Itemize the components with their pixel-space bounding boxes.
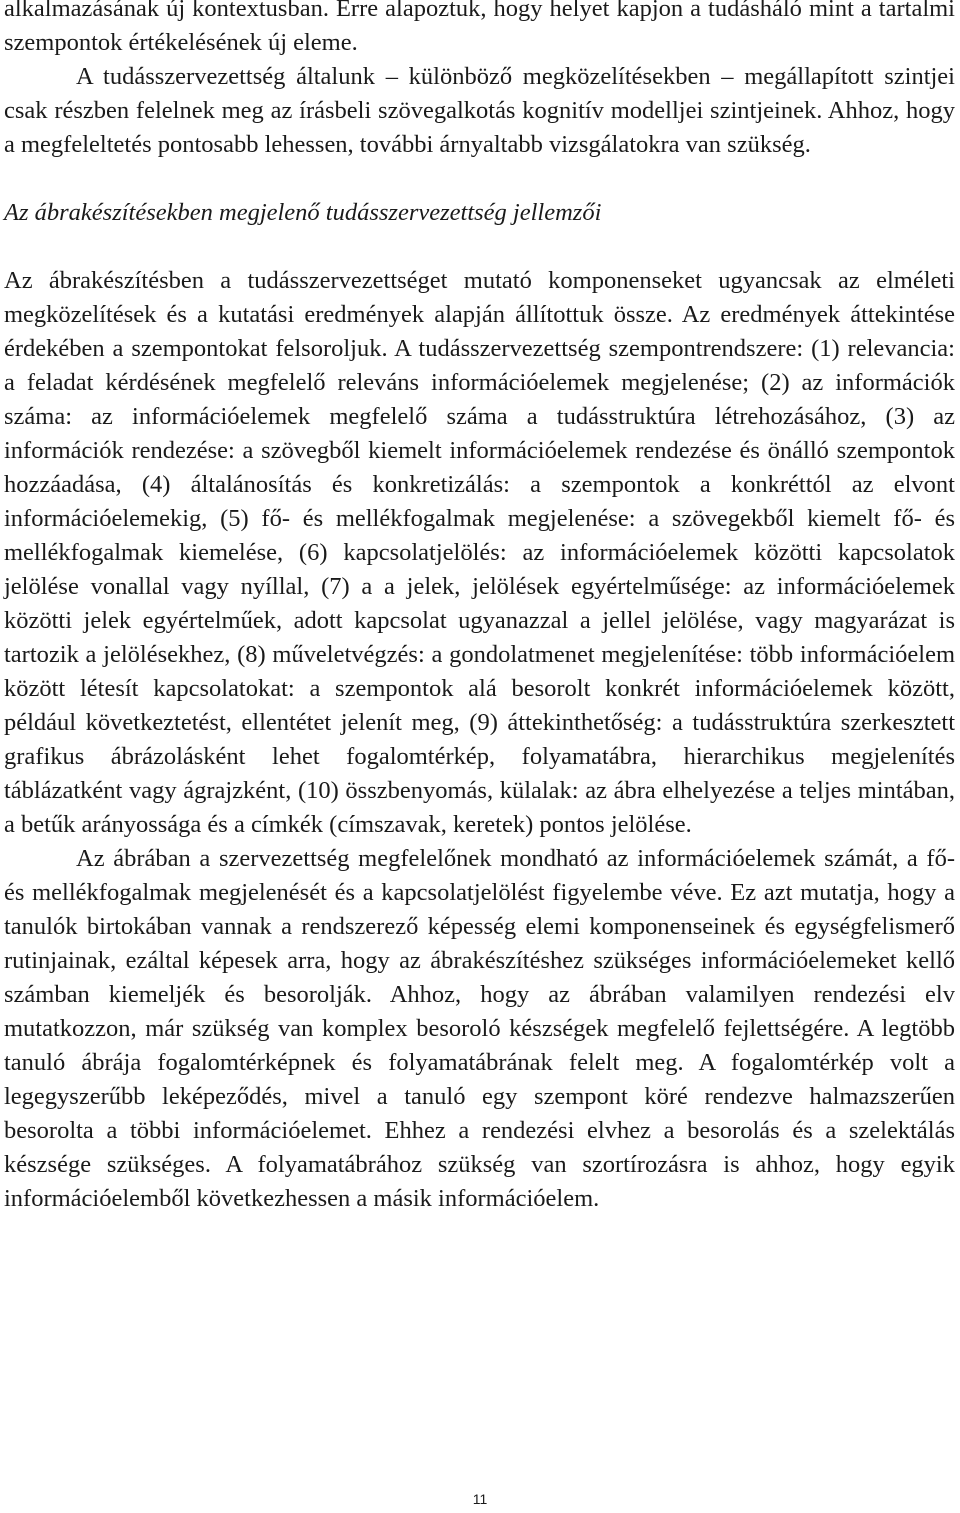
section-heading: Az ábrakészítésekben megjelenő tudásszervezettség jellemzői (4, 199, 602, 226)
paragraph-results-discussion: Az ábrában a szervezettség megfelelőnek mondható az információelemek számát, a fő- és mellékfogalmak megjelenését és a kapcsolatjelölést figyelembe véve. Ez azt mutatja, hogy a tanulók birtokában vannak a rendszerező képesség elemi komponenseinek és egységfelismerő rutinjainak, ezáltal képesek arra, hogy az ábrakészítéshez szükséges információelemeket kellő számban kiemeljék és besorolják. Ahhoz, hogy az ábrában valamilyen rendezési elv mutatkozzon, már szükség van komplex besoroló készségek megfelelő fejlettségére. A legtöbb tanuló ábrája fogalomtérképnek és folyamatábrának felelt meg. A fogalomtérkép volt a legegyszerűbb leképeződés, mivel a tanuló egy szempont köré rendezve halmazszerűen besorolta a többi információelemet. Ehhez a rendezési elvhez a besorolás és a szelektálás készsége szükséges. A folyamatábrához szükség van szortírozásra is ahhoz, hogy egyik információelemből következhessen a másik információelem. (4, 845, 955, 1212)
document-page (4, 0, 955, 1216)
page-number: 11 (472, 1491, 488, 1507)
paragraph-continuation: alkalmazásának új kontextusban. Erre alapoztuk, hogy helyet kapjon a tudásháló mint a tartalmi szempontok értékelésének új eleme. (4, 0, 955, 56)
paragraph-criteria-list: Az ábrakészítésben a tudásszervezettséget mutató komponenseket ugyancsak az elméleti megközelítések és a kutatási eredmények alapján állítottuk össze. Az eredmények áttekintése érdekében a szempontokat felsoroljuk. A tudásszervezettség szempontrendszere: (1) relevancia: a feladat kérdésének megfelelő releváns információelemek megjelenése; (2) az információk száma: az információelemek megfelelő száma a tudásstruktúra létrehozásához, (3) az információk rendezése: a szövegből kiemelt információelemek rendezése és önálló szempontok hozzáadása, (4) általánosítás és konkretizálás: a szempontok a konkréttól az elvont információelemekig, (5) fő- és mellékfogalmak megjelenése: a szövegekből kiemelt fő- és mellékfogalmak kiemelése, (6) kapcsolatjelölés: az információelemek közötti kapcsolatok jelölése vonallal vagy nyíllal, (7) a a jelek, jelölések egyértelműsége: az információelemek közötti jelek egyértelműek, adott kapcsolat ugyanazzal a jellel jelölése, vagy magyarázat is tartozik a jelölésekhez, (8) műveletvégzés: a gondolatmenet megjelenítése: több információelem között létesít kapcsolatokat: a szempontok alá besorolt konkrét információelemek között, például következtetést, ellentétet jelenít meg, (9) áttekinthetőség: a tudásstruktúra szerkesztett grafikus ábrázolásként lehet fogalomtérkép, folyamatábra, hierarchikus megjelenítés táblázatként vagy ágrajzként, (10) összbenyomás, külalak: az ábra elhelyezése a teljes mintában, a betűk arányossága és a címkék (címszavak, keretek) pontos jelölése. (4, 267, 955, 838)
paragraph-knowledge-organization-levels: A tudásszervezettség általunk – különböző megközelítésekben – megállapított szintjei csak részben felelnek meg az írásbeli szövegalkotás kognitív modelljei szintjeinek. Ahhoz, hogy a megfeleltetés pontosabb lehessen, további árnyaltabb vizsgálatokra van szükség. (4, 63, 955, 158)
